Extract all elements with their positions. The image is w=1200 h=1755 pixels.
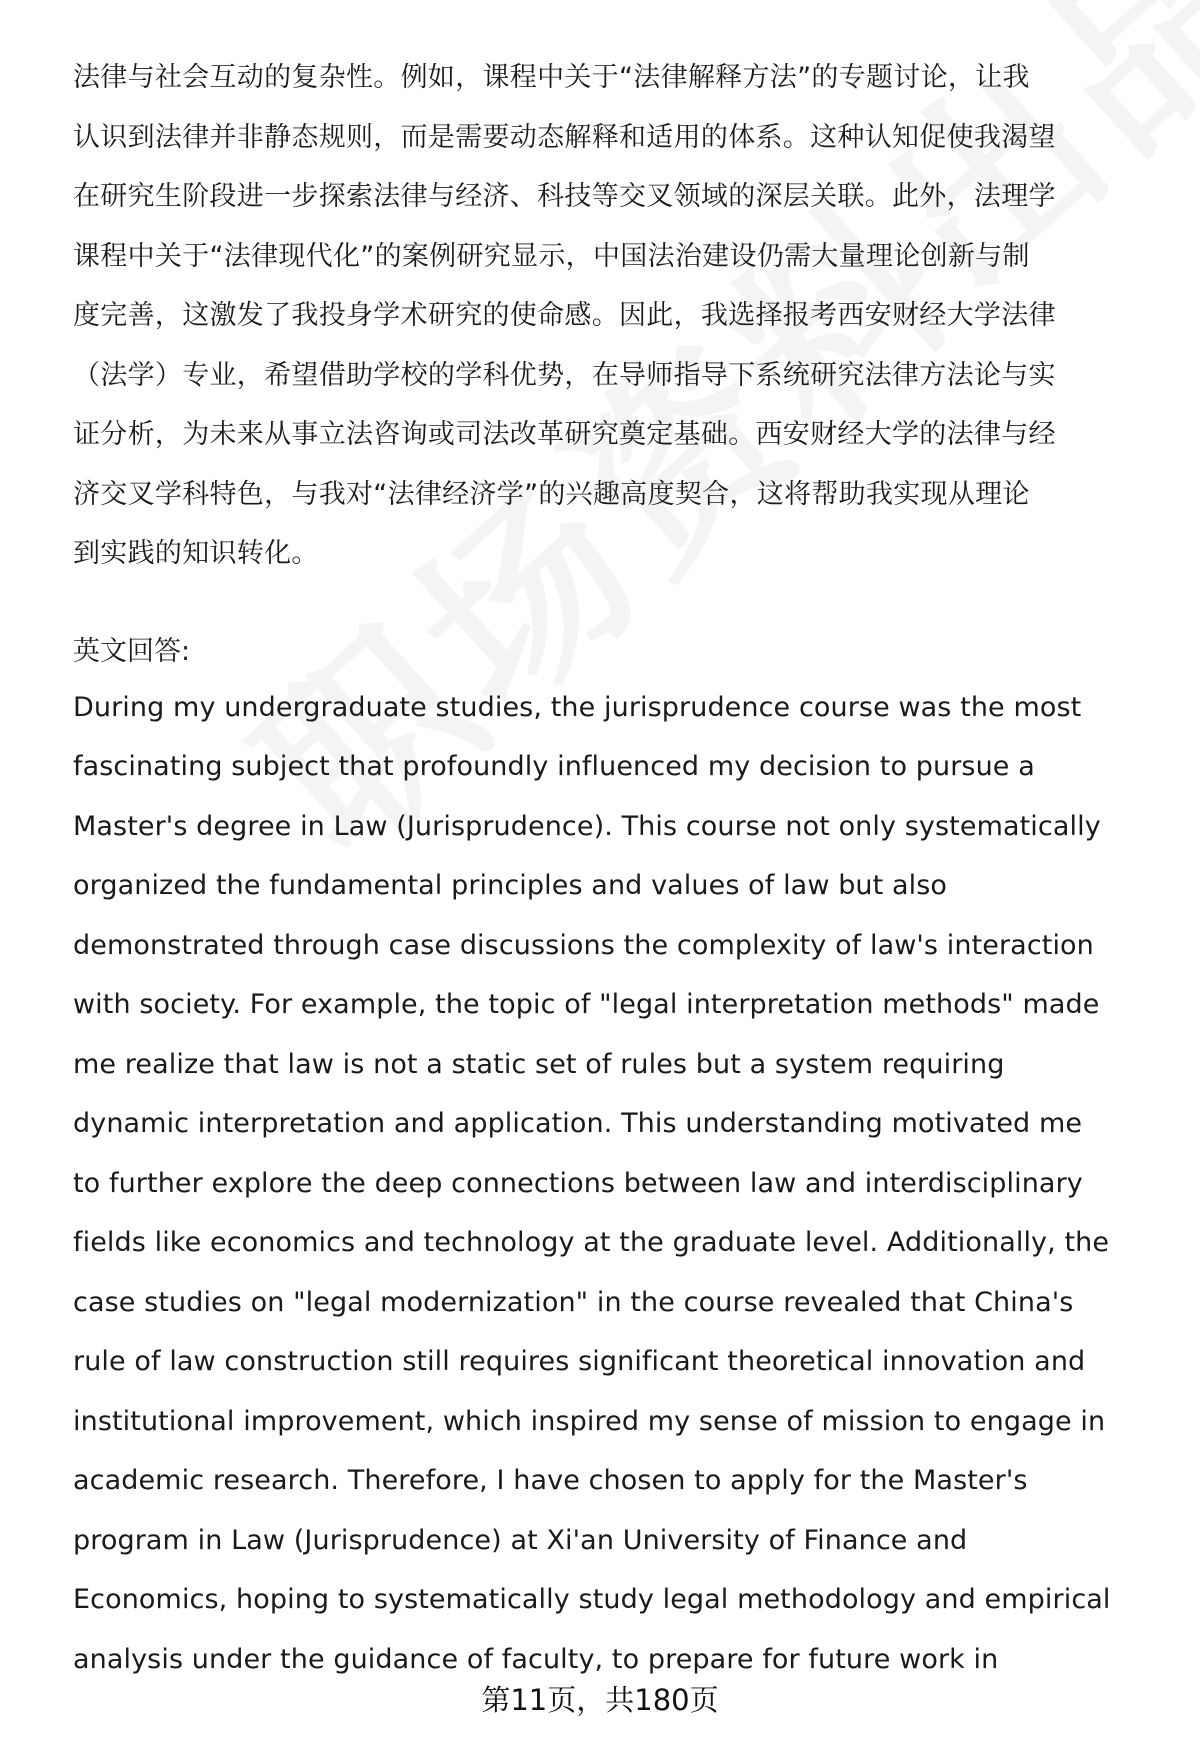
text-line: 法律与社会互动的复杂性。例如，课程中关于“法律解释方法”的专题讨论，让我 (73, 62, 1030, 93)
text-line: 度完善，这激发了我投身学术研究的使命感。因此，我选择报考西安财经大学法律 (73, 300, 1056, 331)
text-line: During my undergraduate studies, the jurisprudence course was the most (73, 691, 1082, 723)
text-line: demonstrated through case discussions the complexity of law's interaction (73, 929, 1094, 961)
text-line: organized the fundamental principles and values of law but also (73, 870, 948, 901)
document-page (73, 48, 1153, 1689)
text-line: 济交叉学科特色，与我对“法律经济学”的兴趣高度契合，这将帮助我实现从理论 (73, 478, 1030, 510)
text-line: Master's degree in Law (Jurisprudence). This course not only systematically (73, 810, 1101, 842)
text-line: 课程中关于“法律现代化”的案例研究显示，中国法治建设仍需大量理论创新与制 (73, 240, 1030, 272)
text-line: 证分析，为未来从事立法咨询或司法改革研究奠定基础。西安财经大学的法律与经 (73, 419, 1056, 450)
text-line: （法学）专业，希望借助学校的学科优势，在导师指导下系统研究法律方法论与实 (73, 359, 1056, 391)
text-line: 到实践的知识转化。 (73, 538, 319, 569)
text-line: program in Law (Jurisprudence) at Xi'an University of Finance and (73, 1524, 968, 1556)
text-line: institutional improvement, which inspired my sense of mission to engage in (73, 1405, 1106, 1437)
text-line: 认识到法律并非静态规则，而是需要动态解释和适用的体系。这种认知促使我渴望 (73, 121, 1056, 153)
text-line: me realize that law is not a static set of rules but a system requiring (73, 1048, 1005, 1080)
text-line: dynamic interpretation and application. This understanding motivated me (73, 1108, 1083, 1139)
text-line: analysis under the guidance of faculty, to prepare for future work in (73, 1643, 999, 1675)
text-line: with society. For example, the topic of "legal interpretation methods" made (73, 989, 1100, 1020)
text-line: fascinating subject that profoundly influenced my decision to pursue a (73, 751, 1035, 782)
english-paragraph (73, 678, 1153, 1690)
text-line: 在研究生阶段进一步探索法律与经济、科技等交叉领域的深层关联。此外，法理学 (73, 181, 1056, 212)
text-line: rule of law construction still requires significant theoretical innovation and (73, 1346, 1086, 1377)
chinese-paragraph (73, 48, 1153, 584)
text-line: fields like economics and technology at the graduate level. Additionally, the (73, 1227, 1110, 1258)
text-line: case studies on "legal modernization" in the course revealed that China's (73, 1286, 1074, 1318)
english-answer-label: 英文回答: (73, 635, 191, 667)
text-line: to further explore the deep connections between law and interdisciplinary (73, 1167, 1083, 1199)
page-number-footer: 第11页，共180页 (481, 1683, 719, 1717)
text-line: Economics, hoping to systematically study legal methodology and empirical (73, 1584, 1111, 1615)
text-line: academic research. Therefore, I have chosen to apply for the Master's (73, 1465, 1028, 1496)
